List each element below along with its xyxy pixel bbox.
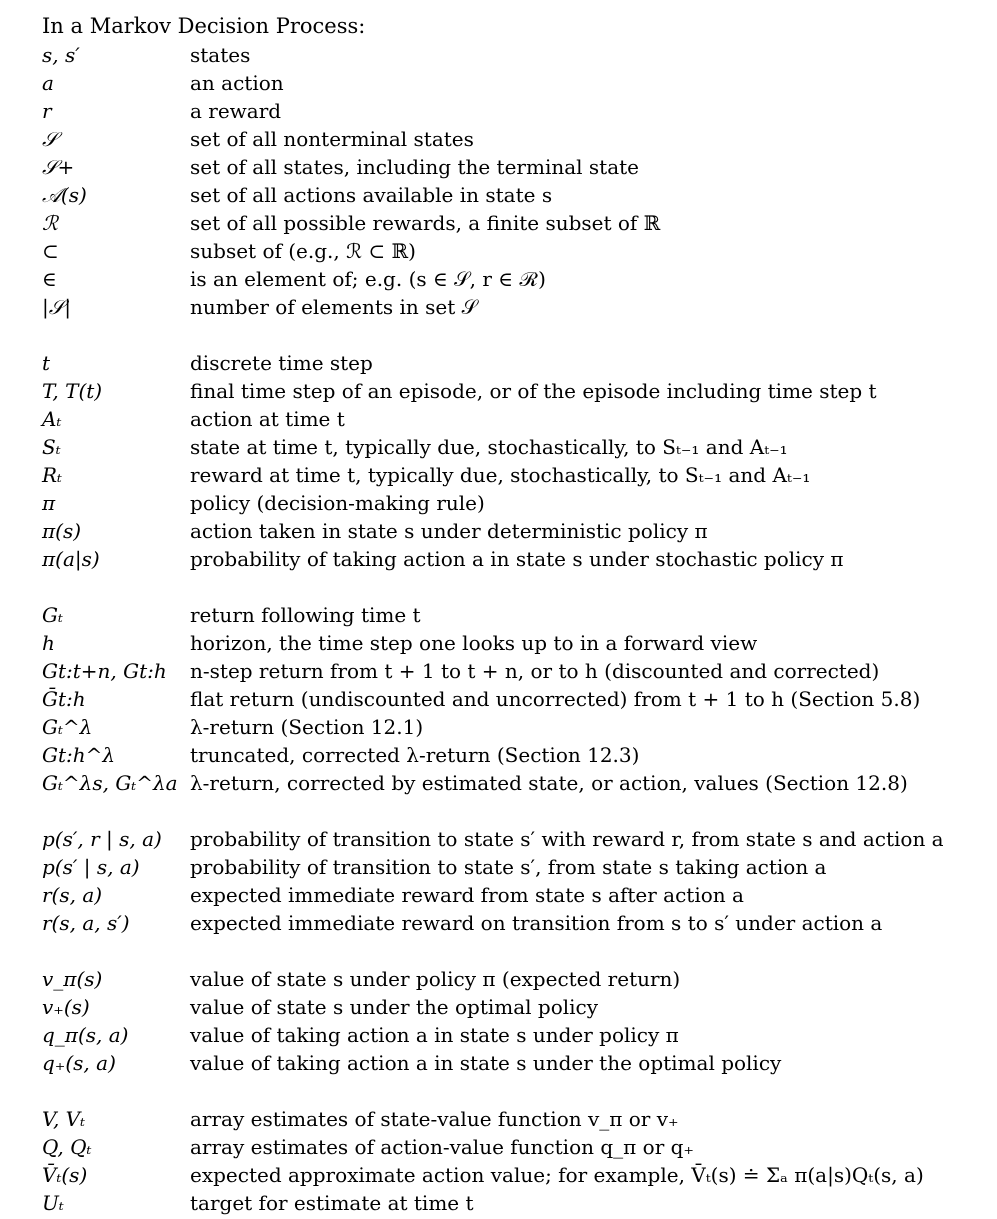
notation-row [42, 433, 997, 461]
symbol: 𝒮 [42, 127, 58, 151]
notation-row [42, 853, 997, 881]
notation-row [42, 965, 997, 993]
description: number of elements in set 𝒮 [190, 295, 478, 319]
notation-row [42, 769, 997, 797]
symbol: a [42, 71, 54, 95]
notation-row [42, 293, 997, 321]
symbol: ⊂ [42, 239, 59, 263]
notation-row [42, 825, 997, 853]
notation-row [42, 517, 997, 545]
description: array estimates of state-value function v_π or v₊ [190, 1107, 679, 1131]
notation-row [42, 265, 997, 293]
description: an action [190, 71, 284, 95]
symbol: q_π(s, a) [42, 1023, 129, 1047]
notation-row [42, 909, 997, 937]
description: value of state s under the optimal policy [190, 995, 599, 1019]
notation-row [42, 1133, 997, 1161]
notation-row [42, 657, 997, 685]
symbol: p(s′, r | s, a) [42, 827, 162, 851]
symbol: ℛ [42, 211, 58, 235]
time-step-group [42, 349, 997, 573]
symbol: Uₜ [42, 1191, 64, 1215]
symbol: π(s) [42, 519, 82, 543]
description: array estimates of action-value function q_π or q₊ [190, 1135, 694, 1159]
symbol: s, s′ [42, 43, 80, 67]
notation-row [42, 601, 997, 629]
notation-row [42, 1105, 997, 1133]
notation-row [42, 125, 997, 153]
description: set of all actions available in state s [190, 183, 553, 207]
symbol: 𝒜(s) [42, 183, 87, 207]
description: n-step return from t + 1 to t + n, or to h (discounted and corrected) [190, 659, 880, 683]
notation-row [42, 1021, 997, 1049]
symbol: r(s, a) [42, 883, 103, 907]
notation-row [42, 1049, 997, 1077]
notation-row [42, 881, 997, 909]
symbol: T, T(t) [42, 379, 103, 403]
description: return following time t [190, 603, 421, 627]
description: set of all states, including the terminal state [190, 155, 640, 179]
notation-row [42, 629, 997, 657]
symbol: |𝒮| [42, 295, 71, 319]
symbol: r(s, a, s′) [42, 911, 130, 935]
symbol: V̄ₜ(s) [42, 1163, 88, 1187]
description: value of taking action a in state s under the optimal policy [190, 1051, 782, 1075]
description: value of state s under policy π (expected return) [190, 967, 681, 991]
symbol: Gt:h^λ [42, 743, 116, 767]
description: probability of taking action a in state s under stochastic policy π [190, 547, 844, 571]
symbol: v_π(s) [42, 967, 103, 991]
notation-row [42, 237, 997, 265]
notation-row [42, 489, 997, 517]
symbol: Gₜ^λs, Gₜ^λa [42, 771, 178, 795]
description: action taken in state s under deterministic policy π [190, 519, 708, 543]
symbol: π(a|s) [42, 547, 100, 571]
notation-row [42, 545, 997, 573]
description: is an element of; e.g. (s ∈ 𝒮, r ∈ ℛ) [190, 267, 546, 291]
description: reward at time t, typically due, stochastically, to Sₜ₋₁ and Aₜ₋₁ [190, 463, 811, 487]
description: λ-return (Section 12.1) [190, 715, 424, 739]
notation-row [42, 377, 997, 405]
mdp-sets-group [42, 41, 997, 321]
symbol: Sₜ [42, 435, 61, 459]
notation-row [42, 153, 997, 181]
notation-row [42, 69, 997, 97]
symbol: Aₜ [42, 407, 62, 431]
symbol: v₊(s) [42, 995, 90, 1019]
symbol: t [42, 351, 51, 375]
symbol: π [42, 491, 56, 515]
description: truncated, corrected λ-return (Section 12.3) [190, 743, 640, 767]
symbol: Gₜ [42, 603, 63, 627]
notation-row [42, 461, 997, 489]
estimates-group [42, 1105, 997, 1217]
description: value of taking action a in state s under policy π [190, 1023, 679, 1047]
description: expected immediate reward on transition from s to s′ under action a [190, 911, 883, 935]
symbol: r [42, 99, 52, 123]
notation-row [42, 405, 997, 433]
notation-row [42, 993, 997, 1021]
notation-row [42, 97, 997, 125]
symbol: 𝒮+ [42, 155, 75, 179]
symbol: V, Vₜ [42, 1107, 86, 1131]
description: set of all nonterminal states [190, 127, 474, 151]
description: target for estimate at time t [190, 1191, 474, 1215]
symbol: h [42, 631, 55, 655]
transition-group [42, 825, 997, 937]
notation-row [42, 741, 997, 769]
description: final time step of an episode, or of the episode including time step t [190, 379, 877, 403]
description: a reward [190, 99, 282, 123]
symbol: ∈ [42, 267, 57, 291]
description: expected approximate action value; for example, V̄ₜ(s) ≐ Σₐ π(a|s)Qₜ(s, a) [190, 1163, 924, 1187]
section-heading: In a Markov Decision Process: [42, 14, 366, 38]
description: discrete time step [190, 351, 373, 375]
notation-row [42, 349, 997, 377]
symbol: Q, Qₜ [42, 1135, 92, 1159]
notation-row [42, 713, 997, 741]
description: probability of transition to state s′ with reward r, from state s and action a [190, 827, 944, 851]
description: policy (decision-making rule) [190, 491, 485, 515]
notation-row [42, 1189, 997, 1217]
description: expected immediate reward from state s after action a [190, 883, 744, 907]
notation-row [42, 1161, 997, 1189]
notation-row [42, 181, 997, 209]
notation-row [42, 41, 997, 69]
description: probability of transition to state s′, from state s taking action a [190, 855, 827, 879]
returns-group [42, 601, 997, 797]
description: action at time t [190, 407, 345, 431]
symbol: Rₜ [42, 463, 62, 487]
description: flat return (undiscounted and uncorrected) from t + 1 to h (Section 5.8) [190, 687, 921, 711]
description: λ-return, corrected by estimated state, or action, values (Section 12.8) [190, 771, 908, 795]
symbol: q₊(s, a) [42, 1051, 116, 1075]
description: horizon, the time step one looks up to in a forward view [190, 631, 758, 655]
value-function-group [42, 965, 997, 1077]
symbol: Gt:t+n, Gt:h [42, 659, 167, 683]
symbol: p(s′ | s, a) [42, 855, 140, 879]
description: states [190, 43, 251, 67]
description: set of all possible rewards, a finite subset of ℝ [190, 211, 661, 235]
symbol: Gₜ^λ [42, 715, 93, 739]
description: state at time t, typically due, stochastically, to Sₜ₋₁ and Aₜ₋₁ [190, 435, 788, 459]
notation-row [42, 209, 997, 237]
description: subset of (e.g., ℛ ⊂ ℝ) [190, 239, 416, 263]
symbol: Ḡt:h [42, 687, 86, 711]
notation-row [42, 685, 997, 713]
